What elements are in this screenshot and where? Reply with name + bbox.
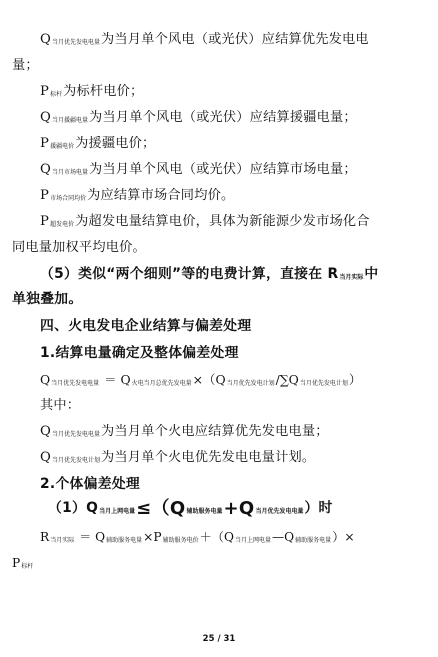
- para-q-market: [40, 162, 357, 181]
- para-text: 量；: [12, 58, 39, 73]
- para-p-market-contract: [40, 188, 234, 207]
- para-text: 为援疆电价；: [75, 136, 156, 151]
- var-subscript: 当月实际: [339, 274, 364, 281]
- formula-operator: ×（: [192, 372, 216, 387]
- para-p-aid-xinjiang: [40, 136, 155, 155]
- formula-subscript: 当月实际: [50, 537, 75, 544]
- para-text: 中: [364, 266, 379, 282]
- heading-text: 2.个体偏差处理: [40, 476, 141, 492]
- formula-operator: +Q: [223, 498, 255, 519]
- var-subscript: 当月优先发电计划: [52, 457, 101, 464]
- formula-operator: ）: [348, 372, 362, 387]
- formula-operator: ×P: [143, 530, 162, 544]
- para-text: 为当月单个风电（或光伏）应结算市场电量；: [89, 162, 357, 177]
- formula-subscript: 标杆: [21, 563, 34, 570]
- heading-text: 1.结算电量确定及整体偏差处理: [40, 345, 239, 361]
- var-subscript: 超发电价: [50, 221, 75, 228]
- para-text: 为应结算市场合同均价。: [87, 188, 235, 203]
- para-text: 为当月单个火电优先发电电量计划。: [101, 450, 316, 465]
- formula-subscript: 当月上网电量: [234, 537, 271, 544]
- para-text: （5）类似“两个细则”等的电费计算，直接在 R: [40, 266, 339, 282]
- formula-symbol: Q: [40, 372, 51, 387]
- formula-subscript: 当月优先发电计划: [226, 380, 275, 387]
- section-heading: [40, 318, 251, 334]
- formula-subscript: 当月优先发电电量: [255, 508, 304, 515]
- var-symbol: P: [40, 84, 50, 99]
- para-text: 为标杆电价；: [63, 84, 144, 99]
- para-p-overgen-line2: [12, 240, 146, 256]
- formula-subscript: 辅助服务电量: [106, 537, 143, 544]
- para-text: 为当月单个风电（或光伏）应结算援疆电量；: [89, 110, 357, 125]
- formula-operator: ＝ Q: [79, 530, 106, 544]
- def-q-priority: [40, 424, 329, 443]
- subsection-heading-2: [40, 476, 140, 492]
- formula-subscript: 当月优先发电计划: [299, 380, 348, 387]
- formula-subscript: 当月优先发电电量: [51, 380, 100, 387]
- formula-operator: ≤（Q: [136, 498, 186, 519]
- var-subscript: 当月优先发电电量: [52, 39, 101, 46]
- para-two-rules-line1: [40, 266, 379, 286]
- formula-operator: ）×: [332, 530, 355, 544]
- para-text: 为当月单个风电（或光伏）应结算优先发电电: [101, 32, 369, 47]
- var-subscript: 当月援疆电量: [52, 117, 89, 124]
- var-symbol: Q: [40, 162, 52, 177]
- var-symbol: Q: [40, 424, 52, 439]
- para-p-benchmark: [40, 84, 143, 103]
- formula-subscript: 火电当月总优先发电量: [131, 380, 192, 387]
- page-number: 25 / 31: [202, 634, 236, 644]
- var-subscript: 当月市场电量: [52, 169, 89, 176]
- formula-symbol: R: [40, 530, 50, 544]
- var-symbol: P: [40, 136, 50, 151]
- para-two-rules-line2: [12, 291, 82, 307]
- formula-settlement-line1: [40, 529, 355, 549]
- para-text: 为当月单个火电应结算优先发电电量；: [101, 424, 329, 439]
- para-text: 其中：: [40, 398, 81, 413]
- var-symbol: Q: [40, 110, 52, 125]
- var-subscript: 标杆: [50, 91, 63, 98]
- formula-symbol: Q: [120, 372, 131, 387]
- condition-line: [48, 500, 333, 520]
- formula-subscript: 辅助服务电价: [162, 537, 199, 544]
- para-text: 为超发电量结算电价，具体为新能源少发市场化合: [75, 214, 370, 229]
- formula-operator: ＝: [104, 372, 117, 387]
- formula-settlement-line2: [12, 555, 34, 575]
- formula-priority-allocation: [40, 372, 361, 392]
- formula-text: （1）Q: [48, 500, 99, 516]
- var-symbol: P: [40, 188, 50, 203]
- para-q-priority-line1: [40, 32, 369, 51]
- formula-symbol: P: [12, 556, 21, 570]
- para-q-priority-line2: [12, 58, 39, 74]
- para-text: 单独叠加。: [12, 291, 83, 307]
- formula-operator: ＋（Q: [199, 530, 234, 544]
- def-q-priority-plan: [40, 450, 315, 469]
- var-symbol: Q: [40, 450, 52, 465]
- heading-text: 四、火电发电企业结算与偏差处理: [40, 318, 252, 334]
- var-symbol: Q: [40, 32, 52, 47]
- formula-subscript: 辅助服务电量: [186, 508, 223, 515]
- para-p-overgen-line1: [40, 214, 370, 233]
- formula-operator: /∑Q: [275, 372, 299, 387]
- var-subscript: 当月优先发电电量: [52, 431, 101, 438]
- formula-text: ）时: [304, 500, 333, 516]
- para-text: 同电量加权平均电价。: [12, 240, 146, 255]
- var-symbol: P: [40, 214, 50, 229]
- formula-operator: —Q: [271, 530, 295, 544]
- formula-subscript: 辅助服务电量: [295, 537, 332, 544]
- var-subscript: 援疆电价: [50, 143, 75, 150]
- var-subscript: 市场合同均价: [50, 195, 87, 202]
- para-q-aid-xinjiang: [40, 110, 357, 129]
- subsection-heading: [40, 345, 239, 361]
- formula-symbol: Q: [215, 372, 226, 387]
- where-label: [40, 398, 80, 414]
- formula-subscript: 当月上网电量: [99, 508, 136, 515]
